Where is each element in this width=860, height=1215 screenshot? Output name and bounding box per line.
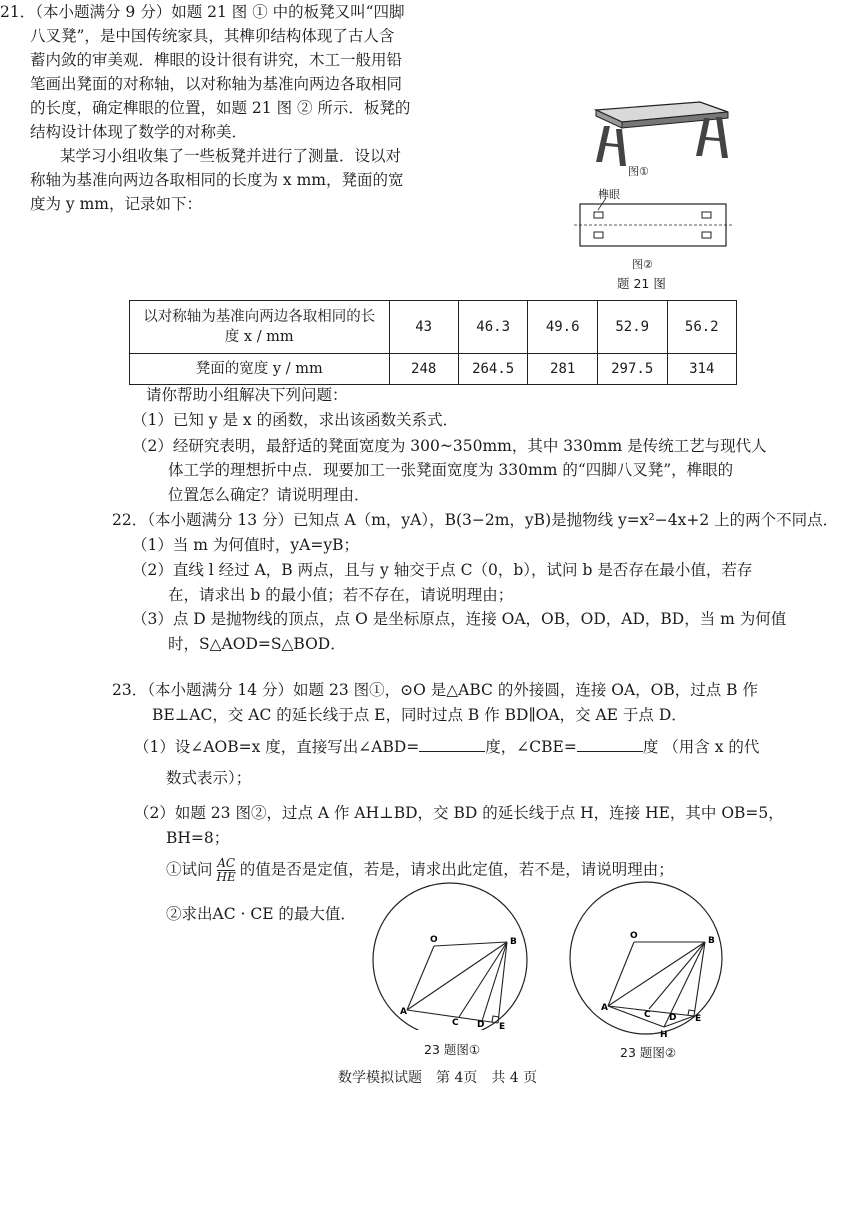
point-label: B bbox=[708, 936, 715, 946]
q23-sub-2: ②求出AC · CE 的最大值． bbox=[166, 905, 356, 923]
q22-stem: 22．（本小题满分 13 分）已知点 A（m，yA），B(3−2m，yB)是抛物线 y=x²−4x+2 上的两个不同点． bbox=[112, 511, 839, 529]
table-cell: 264.5 bbox=[458, 354, 528, 385]
bench-figure bbox=[582, 96, 732, 170]
q21-line: 的长度，确定榫眼的位置，如题 21 图 ② 所示．板凳的 bbox=[30, 99, 411, 117]
q23-part-1 bbox=[134, 736, 759, 757]
point-label: D bbox=[669, 1013, 677, 1023]
geometry-figure-1 bbox=[366, 880, 546, 1030]
q23-part-1-text: （1）设∠AOB=x 度，直接写出∠ABD= bbox=[134, 738, 420, 756]
q23-part-1-text: 度 （用含 x 的代 bbox=[642, 738, 760, 756]
fig23-1-caption: 23 题图① bbox=[424, 1042, 481, 1057]
point-label: O bbox=[430, 935, 438, 945]
table-header-x-line: 度 x / mm bbox=[224, 329, 294, 345]
q23-sub-1-text: 的值是否是定值，若是，请求出此定值，若不是，请说明理由； bbox=[239, 860, 674, 879]
mortise-label: 榫眼 bbox=[598, 188, 620, 201]
bench-top-view-figure bbox=[574, 196, 734, 254]
point-label: A bbox=[400, 1007, 407, 1017]
q21-line: 称轴为基准向两边各取相同的长度为 x mm，凳面的宽 bbox=[30, 171, 404, 189]
point-label: E bbox=[499, 1022, 506, 1030]
fraction-denominator: HE bbox=[216, 870, 236, 884]
q21-prompt: 请你帮助小组解决下列问题： bbox=[146, 386, 348, 404]
q22-part-3: （3）点 D 是抛物线的顶点，点 O 是坐标原点，连接 OA，OB，OD，AD，BD，当 m 为何值 bbox=[132, 610, 787, 628]
fig21-caption: 题 21 图 bbox=[617, 276, 666, 291]
q23-part-1-cont: 数式表示）； bbox=[166, 769, 252, 787]
table-row bbox=[130, 301, 737, 354]
q23-part-2: （2）如题 23 图②，过点 A 作 AH⊥BD，交 BD 的延长线于点 H，连接 HE，其中 OB=5， bbox=[134, 804, 784, 822]
q21-part-1: （1）已知 y 是 x 的函数，求出该函数关系式． bbox=[132, 411, 459, 429]
table-cell: 281 bbox=[528, 354, 597, 385]
q21-part-2-cont: 位置怎么确定？请说明理由． bbox=[168, 486, 370, 504]
q21-part-2: （2）经研究表明，最舒适的凳面宽度为 300~350mm，其中 330mm 是传统工艺与现代人 bbox=[132, 437, 767, 455]
measurement-table bbox=[129, 300, 737, 385]
q21-line: 八叉凳”，是中国传统家具，其榫卯结构体现了古人含 bbox=[30, 27, 395, 45]
q21-line: 蓄内敛的审美观．榫眼的设计很有讲究，木工一般用铅 bbox=[30, 51, 403, 69]
table-cell: 46.3 bbox=[458, 301, 528, 354]
fig23-2-caption: 23 题图② bbox=[620, 1045, 677, 1060]
table-cell: 314 bbox=[667, 354, 737, 385]
page-footer: 数学模拟试题 第 4页 共 4 页 bbox=[338, 1070, 538, 1086]
table-cell: 56.2 bbox=[667, 301, 737, 354]
q23-part-2-cont: BH=8； bbox=[166, 829, 230, 847]
fig21-1-caption: 图① bbox=[628, 165, 649, 178]
point-label: H bbox=[660, 1030, 668, 1040]
table-header-x bbox=[130, 301, 390, 354]
q21-line: 度为 y mm，记录如下： bbox=[30, 195, 203, 213]
table-row bbox=[130, 354, 737, 385]
answer-blank[interactable] bbox=[419, 736, 485, 752]
table-cell: 43 bbox=[389, 301, 458, 354]
q22-part-1: （1）当 m 为何值时，yA=yB； bbox=[132, 536, 359, 554]
question-21 bbox=[0, 0, 430, 216]
fraction-ac-he bbox=[217, 857, 236, 884]
geometry-figure-2 bbox=[566, 880, 746, 1040]
point-label: A bbox=[601, 1003, 608, 1013]
table-cell: 297.5 bbox=[597, 354, 667, 385]
q21-line: 21．（本小题满分 9 分）如题 21 图 ① 中的板凳又叫“四脚 bbox=[0, 3, 405, 21]
q23-sub-1-text: ①试问 bbox=[166, 860, 213, 879]
fraction-numerator: AC bbox=[217, 856, 236, 870]
point-label: B bbox=[510, 937, 517, 947]
point-label: C bbox=[452, 1018, 459, 1028]
answer-blank[interactable] bbox=[577, 736, 643, 752]
table-cell: 52.9 bbox=[597, 301, 667, 354]
table-cell: 49.6 bbox=[528, 301, 597, 354]
q22-part-2-cont: 在，请求出 b 的最小值；若不存在，请说明理由； bbox=[168, 586, 514, 604]
point-label: D bbox=[477, 1020, 485, 1030]
q21-line: 笔画出凳面的对称轴，以对称轴为基准向两边各取相同 bbox=[30, 75, 403, 93]
q22-part-2: （2）直线 l 经过 A，B 两点，且与 y 轴交于点 C（0，b），试问 b 是否存在最小值，若存 bbox=[132, 561, 753, 579]
table-header-x-line: 以对称轴为基准向两边各取相同的长 bbox=[143, 309, 376, 325]
fig21-2-caption: 图② bbox=[632, 258, 653, 271]
q23-part-1-text: 度，∠CBE= bbox=[485, 738, 577, 756]
table-header-y: 凳面的宽度 y / mm bbox=[130, 354, 390, 385]
point-label: C bbox=[644, 1010, 651, 1020]
table-cell: 248 bbox=[389, 354, 458, 385]
q21-line: 某学习小组收集了一些板凳并进行了测量．设以对 bbox=[60, 147, 402, 165]
q23-stem-cont: BE⊥AC，交 AC 的延长线于点 E，同时过点 B 作 BD∥OA，交 AE 于点 D． bbox=[152, 706, 687, 724]
point-label: O bbox=[630, 931, 638, 941]
q22-part-3-cont: 时，S△AOD=S△BOD． bbox=[168, 635, 346, 653]
q21-line: 结构设计体现了数学的对称美． bbox=[30, 123, 248, 141]
point-label: E bbox=[695, 1014, 702, 1024]
q21-part-2-cont: 体工学的理想折中点．现要加工一张凳面宽度为 330mm 的“四脚八叉凳”，榫眼的 bbox=[168, 461, 734, 479]
q23-stem: 23．（本小题满分 14 分）如题 23 图①，⊙O 是△ABC 的外接圆，连接 OA，OB，过点 B 作 bbox=[112, 681, 758, 699]
